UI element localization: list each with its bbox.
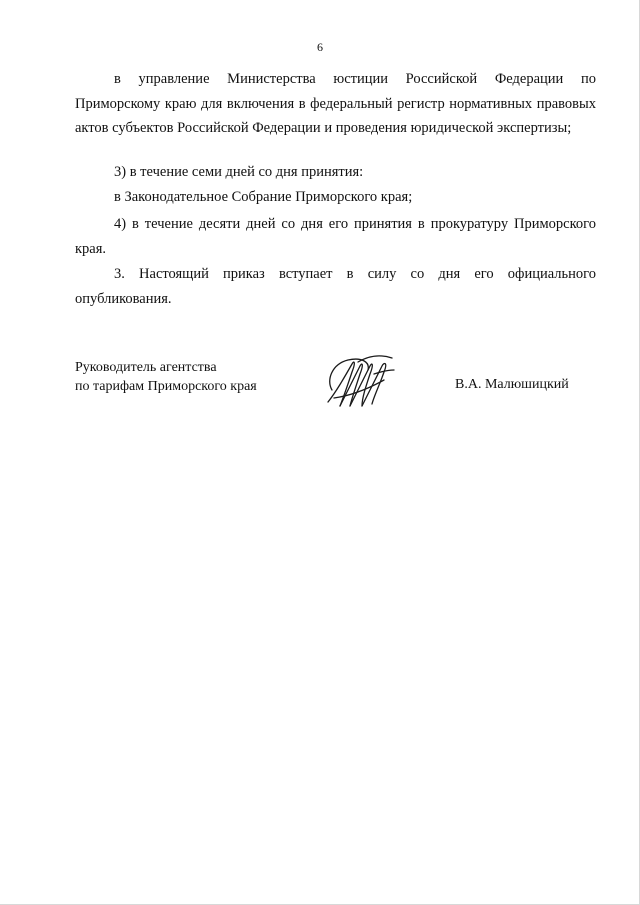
- signatory-title-line1: Руководитель агентства: [75, 360, 217, 375]
- paragraph-entry-into-force: 3. Настоящий приказ вступает в силу со дня его официального опубликования.: [75, 266, 596, 307]
- paragraph-legislative-assembly: в Законодательное Собрание Приморского края;: [114, 189, 413, 205]
- paragraph-ministry-of-justice: в управление Министерства юстиции Российской Федерации по Приморскому краю для включения в федеральный регистр нормативных правовых актов субъектов Российской Федерации и проведения юридической экспертизы;: [75, 71, 596, 136]
- handwritten-signature: [318, 350, 400, 412]
- signatory-name: В.А. Малюшицкий: [455, 377, 569, 392]
- signatory-title-line2: по тарифам Приморского края: [75, 379, 257, 394]
- page-number: 6: [317, 40, 323, 54]
- paragraph-seven-days: 3) в течение семи дней со дня принятия:: [114, 164, 364, 180]
- signatory-title: [75, 358, 257, 396]
- paragraph-ten-days: 4) в течение десяти дней со дня его принятия в прокуратуру Приморского края.: [75, 216, 596, 257]
